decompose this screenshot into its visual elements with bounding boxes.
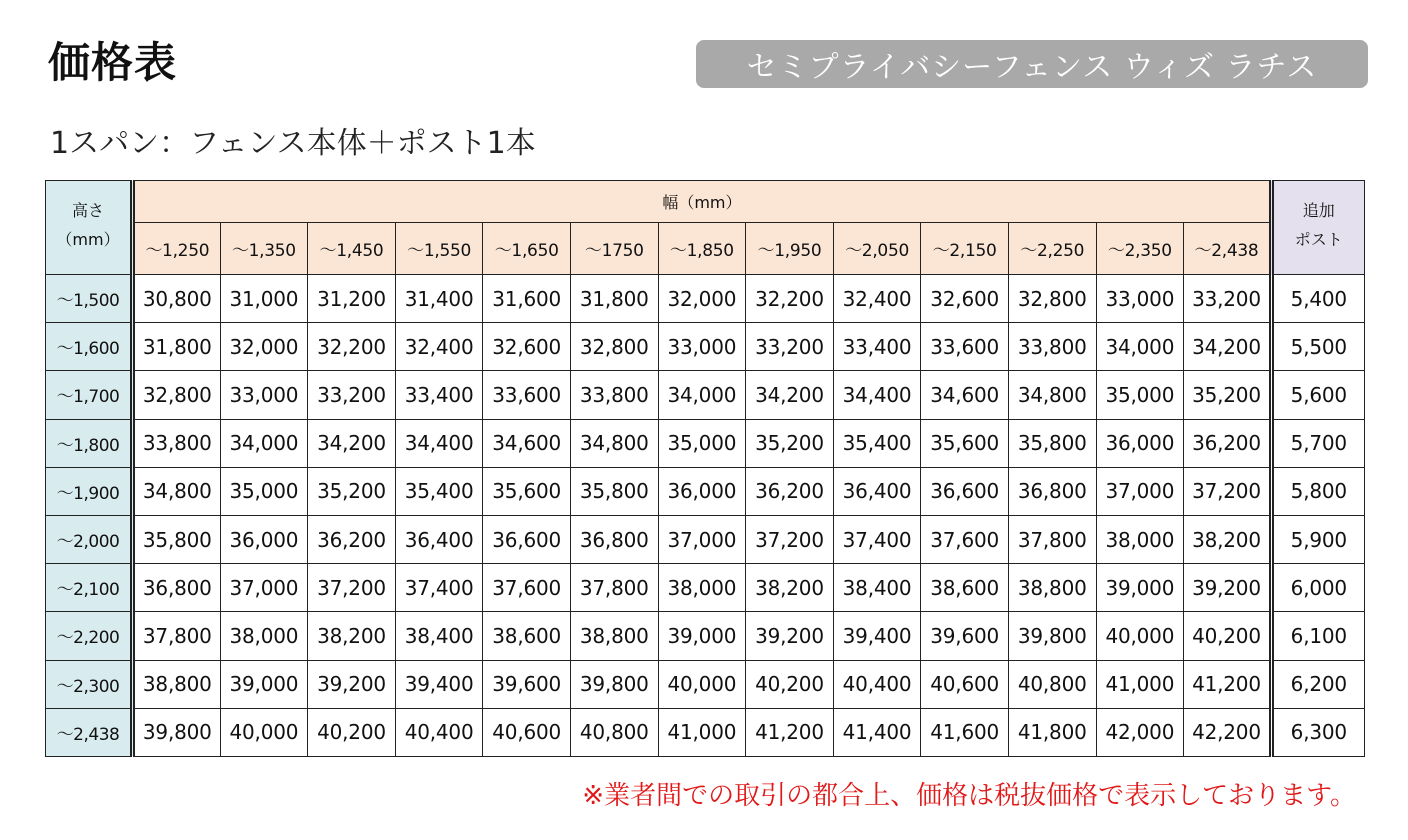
table-row [46, 419, 1365, 467]
price-cell: 37,000 [220, 564, 308, 612]
width-column-header: ～1750 [570, 223, 658, 275]
additional-post-header [1271, 181, 1364, 275]
additional-post-price-cell: 6,000 [1271, 564, 1364, 612]
price-cell: 34,200 [1184, 323, 1272, 371]
price-cell: 34,000 [220, 419, 308, 467]
table-row [46, 515, 1365, 563]
price-cell: 39,200 [1184, 564, 1272, 612]
width-column-header: ～2,350 [1096, 223, 1184, 275]
price-cell: 35,200 [1184, 371, 1272, 419]
price-cell: 31,000 [220, 275, 308, 323]
span-description: 1スパン：フェンス本体＋ポスト1本 [50, 126, 536, 161]
price-cell: 31,800 [570, 275, 658, 323]
price-cell: 37,200 [746, 515, 834, 563]
price-cell: 36,000 [658, 467, 746, 515]
price-cell: 32,800 [570, 323, 658, 371]
price-cell: 36,800 [133, 564, 221, 612]
price-cell: 34,400 [395, 419, 483, 467]
price-cell: 40,000 [220, 708, 308, 756]
price-cell: 38,000 [1096, 515, 1184, 563]
price-cell: 34,800 [133, 467, 221, 515]
price-cell: 35,600 [483, 467, 571, 515]
price-cell: 33,400 [395, 371, 483, 419]
price-cell: 33,600 [483, 371, 571, 419]
price-cell: 34,200 [308, 419, 396, 467]
price-cell: 32,400 [833, 275, 921, 323]
table-row [46, 371, 1365, 419]
price-cell: 39,800 [1008, 612, 1096, 660]
price-cell: 33,000 [658, 323, 746, 371]
price-cell: 38,400 [395, 612, 483, 660]
width-column-header: ～1,550 [395, 223, 483, 275]
price-cell: 37,200 [308, 564, 396, 612]
price-cell: 38,600 [921, 564, 1009, 612]
price-cell: 37,800 [570, 564, 658, 612]
additional-post-price-cell: 5,400 [1271, 275, 1364, 323]
additional-post-price-cell: 5,700 [1271, 419, 1364, 467]
price-cell: 36,400 [395, 515, 483, 563]
price-cell: 33,600 [921, 323, 1009, 371]
price-cell: 41,400 [833, 708, 921, 756]
price-cell: 36,600 [921, 467, 1009, 515]
width-header-row [46, 223, 1365, 275]
price-cell: 34,800 [1008, 371, 1096, 419]
price-cell: 37,000 [1096, 467, 1184, 515]
table-row [46, 564, 1365, 612]
price-cell: 36,200 [1184, 419, 1272, 467]
price-cell: 33,000 [220, 371, 308, 419]
price-cell: 41,000 [658, 708, 746, 756]
price-cell: 38,000 [220, 612, 308, 660]
product-name-badge: セミプライバシーフェンス ウィズ ラチス [696, 40, 1368, 88]
price-cell: 32,400 [395, 323, 483, 371]
price-cell: 34,600 [921, 371, 1009, 419]
price-cell: 31,200 [308, 275, 396, 323]
table-row [46, 467, 1365, 515]
width-column-header: ～1,650 [483, 223, 571, 275]
price-cell: 40,800 [1008, 660, 1096, 708]
price-cell: 39,400 [395, 660, 483, 708]
row-height-label: ～1,500 [46, 275, 133, 323]
price-cell: 35,200 [746, 419, 834, 467]
price-cell: 41,200 [746, 708, 834, 756]
price-cell: 34,600 [483, 419, 571, 467]
additional-post-price-cell: 6,200 [1271, 660, 1364, 708]
row-height-label: ～1,900 [46, 467, 133, 515]
price-cell: 41,600 [921, 708, 1009, 756]
price-cell: 36,400 [833, 467, 921, 515]
price-cell: 39,200 [308, 660, 396, 708]
price-cell: 38,200 [1184, 515, 1272, 563]
price-cell: 41,000 [1096, 660, 1184, 708]
price-cell: 35,600 [921, 419, 1009, 467]
width-column-header: ～1,350 [220, 223, 308, 275]
price-cell: 35,800 [1008, 419, 1096, 467]
price-cell: 38,800 [1008, 564, 1096, 612]
price-cell: 38,800 [570, 612, 658, 660]
price-cell: 35,000 [220, 467, 308, 515]
price-cell: 30,800 [133, 275, 221, 323]
price-cell: 34,800 [570, 419, 658, 467]
price-cell: 36,800 [570, 515, 658, 563]
price-cell: 36,600 [483, 515, 571, 563]
price-cell: 32,200 [746, 275, 834, 323]
row-height-label: ～1,600 [46, 323, 133, 371]
price-cell: 39,600 [483, 660, 571, 708]
price-cell: 37,400 [833, 515, 921, 563]
table-row [46, 660, 1365, 708]
price-cell: 34,000 [1096, 323, 1184, 371]
price-cell: 32,800 [133, 371, 221, 419]
height-header-unit: （mm） [56, 229, 120, 249]
price-cell: 40,200 [1184, 612, 1272, 660]
price-table [45, 180, 1365, 757]
price-cell: 41,200 [1184, 660, 1272, 708]
width-column-header: ～1,250 [133, 223, 221, 275]
price-cell: 38,600 [483, 612, 571, 660]
additional-post-price-cell: 5,600 [1271, 371, 1364, 419]
post-header-line1: 追加 [1302, 201, 1335, 220]
price-cell: 39,400 [833, 612, 921, 660]
price-cell: 32,200 [308, 323, 396, 371]
price-cell: 36,000 [1096, 419, 1184, 467]
price-cell: 32,800 [1008, 275, 1096, 323]
additional-post-price-cell: 5,800 [1271, 467, 1364, 515]
table-row [46, 323, 1365, 371]
price-cell: 33,400 [833, 323, 921, 371]
row-height-label: ～2,200 [46, 612, 133, 660]
height-header-label: 高さ [71, 201, 104, 220]
additional-post-price-cell: 6,300 [1271, 708, 1364, 756]
price-cell: 33,800 [133, 419, 221, 467]
price-cell: 38,400 [833, 564, 921, 612]
price-cell: 39,800 [133, 708, 221, 756]
page-title: 価格表 [48, 38, 178, 87]
price-cell: 33,000 [1096, 275, 1184, 323]
additional-post-price-cell: 5,500 [1271, 323, 1364, 371]
price-cell: 36,000 [220, 515, 308, 563]
price-cell: 32,000 [220, 323, 308, 371]
price-cell: 35,800 [133, 515, 221, 563]
price-cell: 37,000 [658, 515, 746, 563]
price-cell: 31,600 [483, 275, 571, 323]
price-cell: 32,000 [658, 275, 746, 323]
price-cell: 42,000 [1096, 708, 1184, 756]
price-cell: 36,200 [746, 467, 834, 515]
price-cell: 35,400 [833, 419, 921, 467]
width-column-header: ～2,250 [1008, 223, 1096, 275]
price-cell: 35,200 [308, 467, 396, 515]
price-cell: 38,200 [746, 564, 834, 612]
price-cell: 40,800 [570, 708, 658, 756]
price-cell: 40,600 [921, 660, 1009, 708]
price-cell: 33,200 [1184, 275, 1272, 323]
price-cell: 34,200 [746, 371, 834, 419]
price-cell: 39,000 [658, 612, 746, 660]
price-cell: 35,000 [1096, 371, 1184, 419]
additional-post-price-cell: 5,900 [1271, 515, 1364, 563]
height-column-header [46, 181, 133, 275]
price-cell: 33,200 [308, 371, 396, 419]
price-cell: 37,200 [1184, 467, 1272, 515]
row-height-label: ～2,100 [46, 564, 133, 612]
price-cell: 42,200 [1184, 708, 1272, 756]
price-cell: 40,200 [746, 660, 834, 708]
price-cell: 33,800 [1008, 323, 1096, 371]
price-cell: 39,600 [921, 612, 1009, 660]
price-cell: 39,800 [570, 660, 658, 708]
price-cell: 38,000 [658, 564, 746, 612]
price-cell: 41,800 [1008, 708, 1096, 756]
price-cell: 33,200 [746, 323, 834, 371]
width-column-header: ～1,950 [746, 223, 834, 275]
price-cell: 32,600 [921, 275, 1009, 323]
price-cell: 39,000 [220, 660, 308, 708]
tax-note: ※業者間での取引の都合上、価格は税抜価格で表示しております。 [582, 781, 1356, 811]
price-cell: 40,600 [483, 708, 571, 756]
row-height-label: ～2,438 [46, 708, 133, 756]
additional-post-price-cell: 6,100 [1271, 612, 1364, 660]
price-cell: 31,400 [395, 275, 483, 323]
width-column-header: ～2,438 [1184, 223, 1272, 275]
price-cell: 31,800 [133, 323, 221, 371]
price-cell: 40,400 [395, 708, 483, 756]
price-cell: 34,400 [833, 371, 921, 419]
price-cell: 37,600 [483, 564, 571, 612]
row-height-label: ～2,000 [46, 515, 133, 563]
row-height-label: ～1,700 [46, 371, 133, 419]
table-row [46, 275, 1365, 323]
price-cell: 38,800 [133, 660, 221, 708]
width-column-header: ～2,150 [921, 223, 1009, 275]
price-cell: 37,800 [1008, 515, 1096, 563]
table-row [46, 708, 1365, 756]
width-column-header: ～2,050 [833, 223, 921, 275]
width-column-header: ～1,450 [308, 223, 396, 275]
price-cell: 32,600 [483, 323, 571, 371]
price-table-body [46, 275, 1365, 757]
price-cell: 35,400 [395, 467, 483, 515]
width-group-header: 幅（mm） [133, 181, 1272, 223]
price-cell: 33,800 [570, 371, 658, 419]
price-cell: 36,800 [1008, 467, 1096, 515]
price-cell: 37,800 [133, 612, 221, 660]
price-cell: 38,200 [308, 612, 396, 660]
price-cell: 39,200 [746, 612, 834, 660]
row-height-label: ～2,300 [46, 660, 133, 708]
price-cell: 39,000 [1096, 564, 1184, 612]
price-cell: 37,400 [395, 564, 483, 612]
price-cell: 35,000 [658, 419, 746, 467]
table-row [46, 612, 1365, 660]
price-cell: 40,200 [308, 708, 396, 756]
price-cell: 35,800 [570, 467, 658, 515]
width-column-header: ～1,850 [658, 223, 746, 275]
price-cell: 40,000 [658, 660, 746, 708]
post-header-line2: ポスト [1294, 229, 1343, 249]
price-cell: 37,600 [921, 515, 1009, 563]
price-cell: 36,200 [308, 515, 396, 563]
price-cell: 40,000 [1096, 612, 1184, 660]
price-cell: 40,400 [833, 660, 921, 708]
price-cell: 34,000 [658, 371, 746, 419]
row-height-label: ～1,800 [46, 419, 133, 467]
